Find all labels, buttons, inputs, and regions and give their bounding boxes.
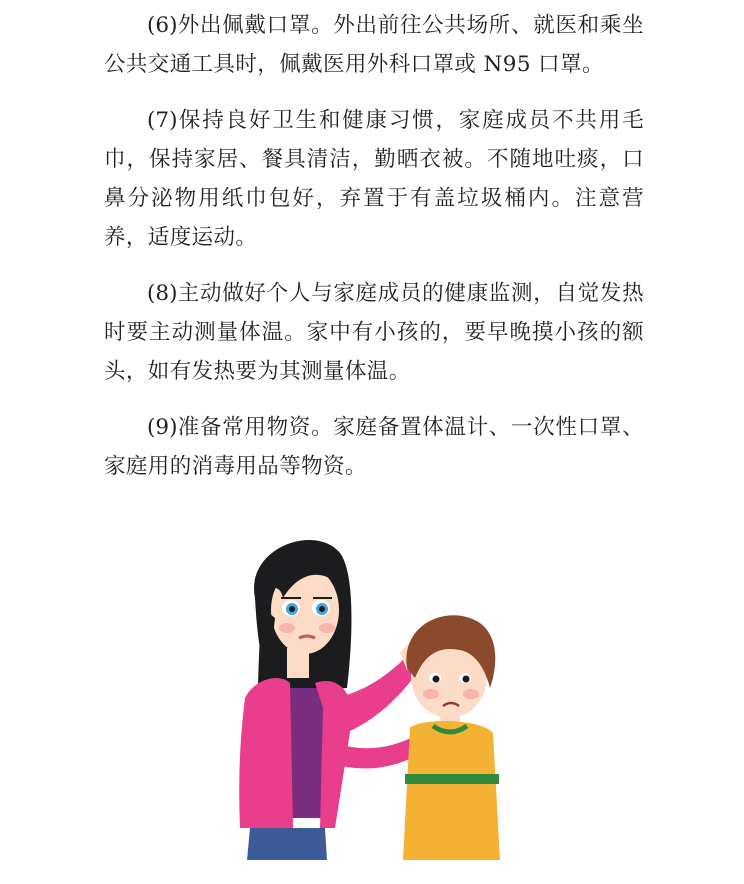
paragraph-number: (7) (147, 108, 178, 133)
paragraph-9 (104, 408, 644, 486)
paragraph-text: 准备常用物资。家庭备置体温计、一次性口罩、家庭用的消毒用品等物资。 (104, 415, 644, 479)
paragraph-text: 主动做好个人与家庭成员的健康监测，自觉发热时要主动测量体温。家中有小孩的，要早晚摸小孩的额头，如有发热要为其测量体温。 (104, 281, 644, 384)
paragraph-8 (104, 274, 644, 391)
paragraph-text: 保持良好卫生和健康习惯，家庭成员不共用毛巾，保持家居、餐具清洁，勤晒衣被。不随地吐痰，口鼻分泌物用纸巾包好，弃置于有盖垃圾桶内。注意营养，适度运动。 (104, 108, 644, 250)
paragraph-6 (104, 6, 644, 84)
paragraph-text: 外出佩戴口罩。外出前往公共场所、就医和乘坐公共交通工具时，佩戴医用外科口罩或 N95 口罩。 (104, 13, 644, 77)
mother-checking-child-forehead-illustration (235, 528, 510, 860)
child-figure (403, 615, 500, 860)
paragraph-number: (9) (147, 415, 178, 440)
paragraph-7 (104, 101, 644, 257)
article-body (104, 6, 644, 503)
paragraph-number: (6) (147, 13, 178, 38)
paragraph-number: (8) (147, 281, 178, 306)
